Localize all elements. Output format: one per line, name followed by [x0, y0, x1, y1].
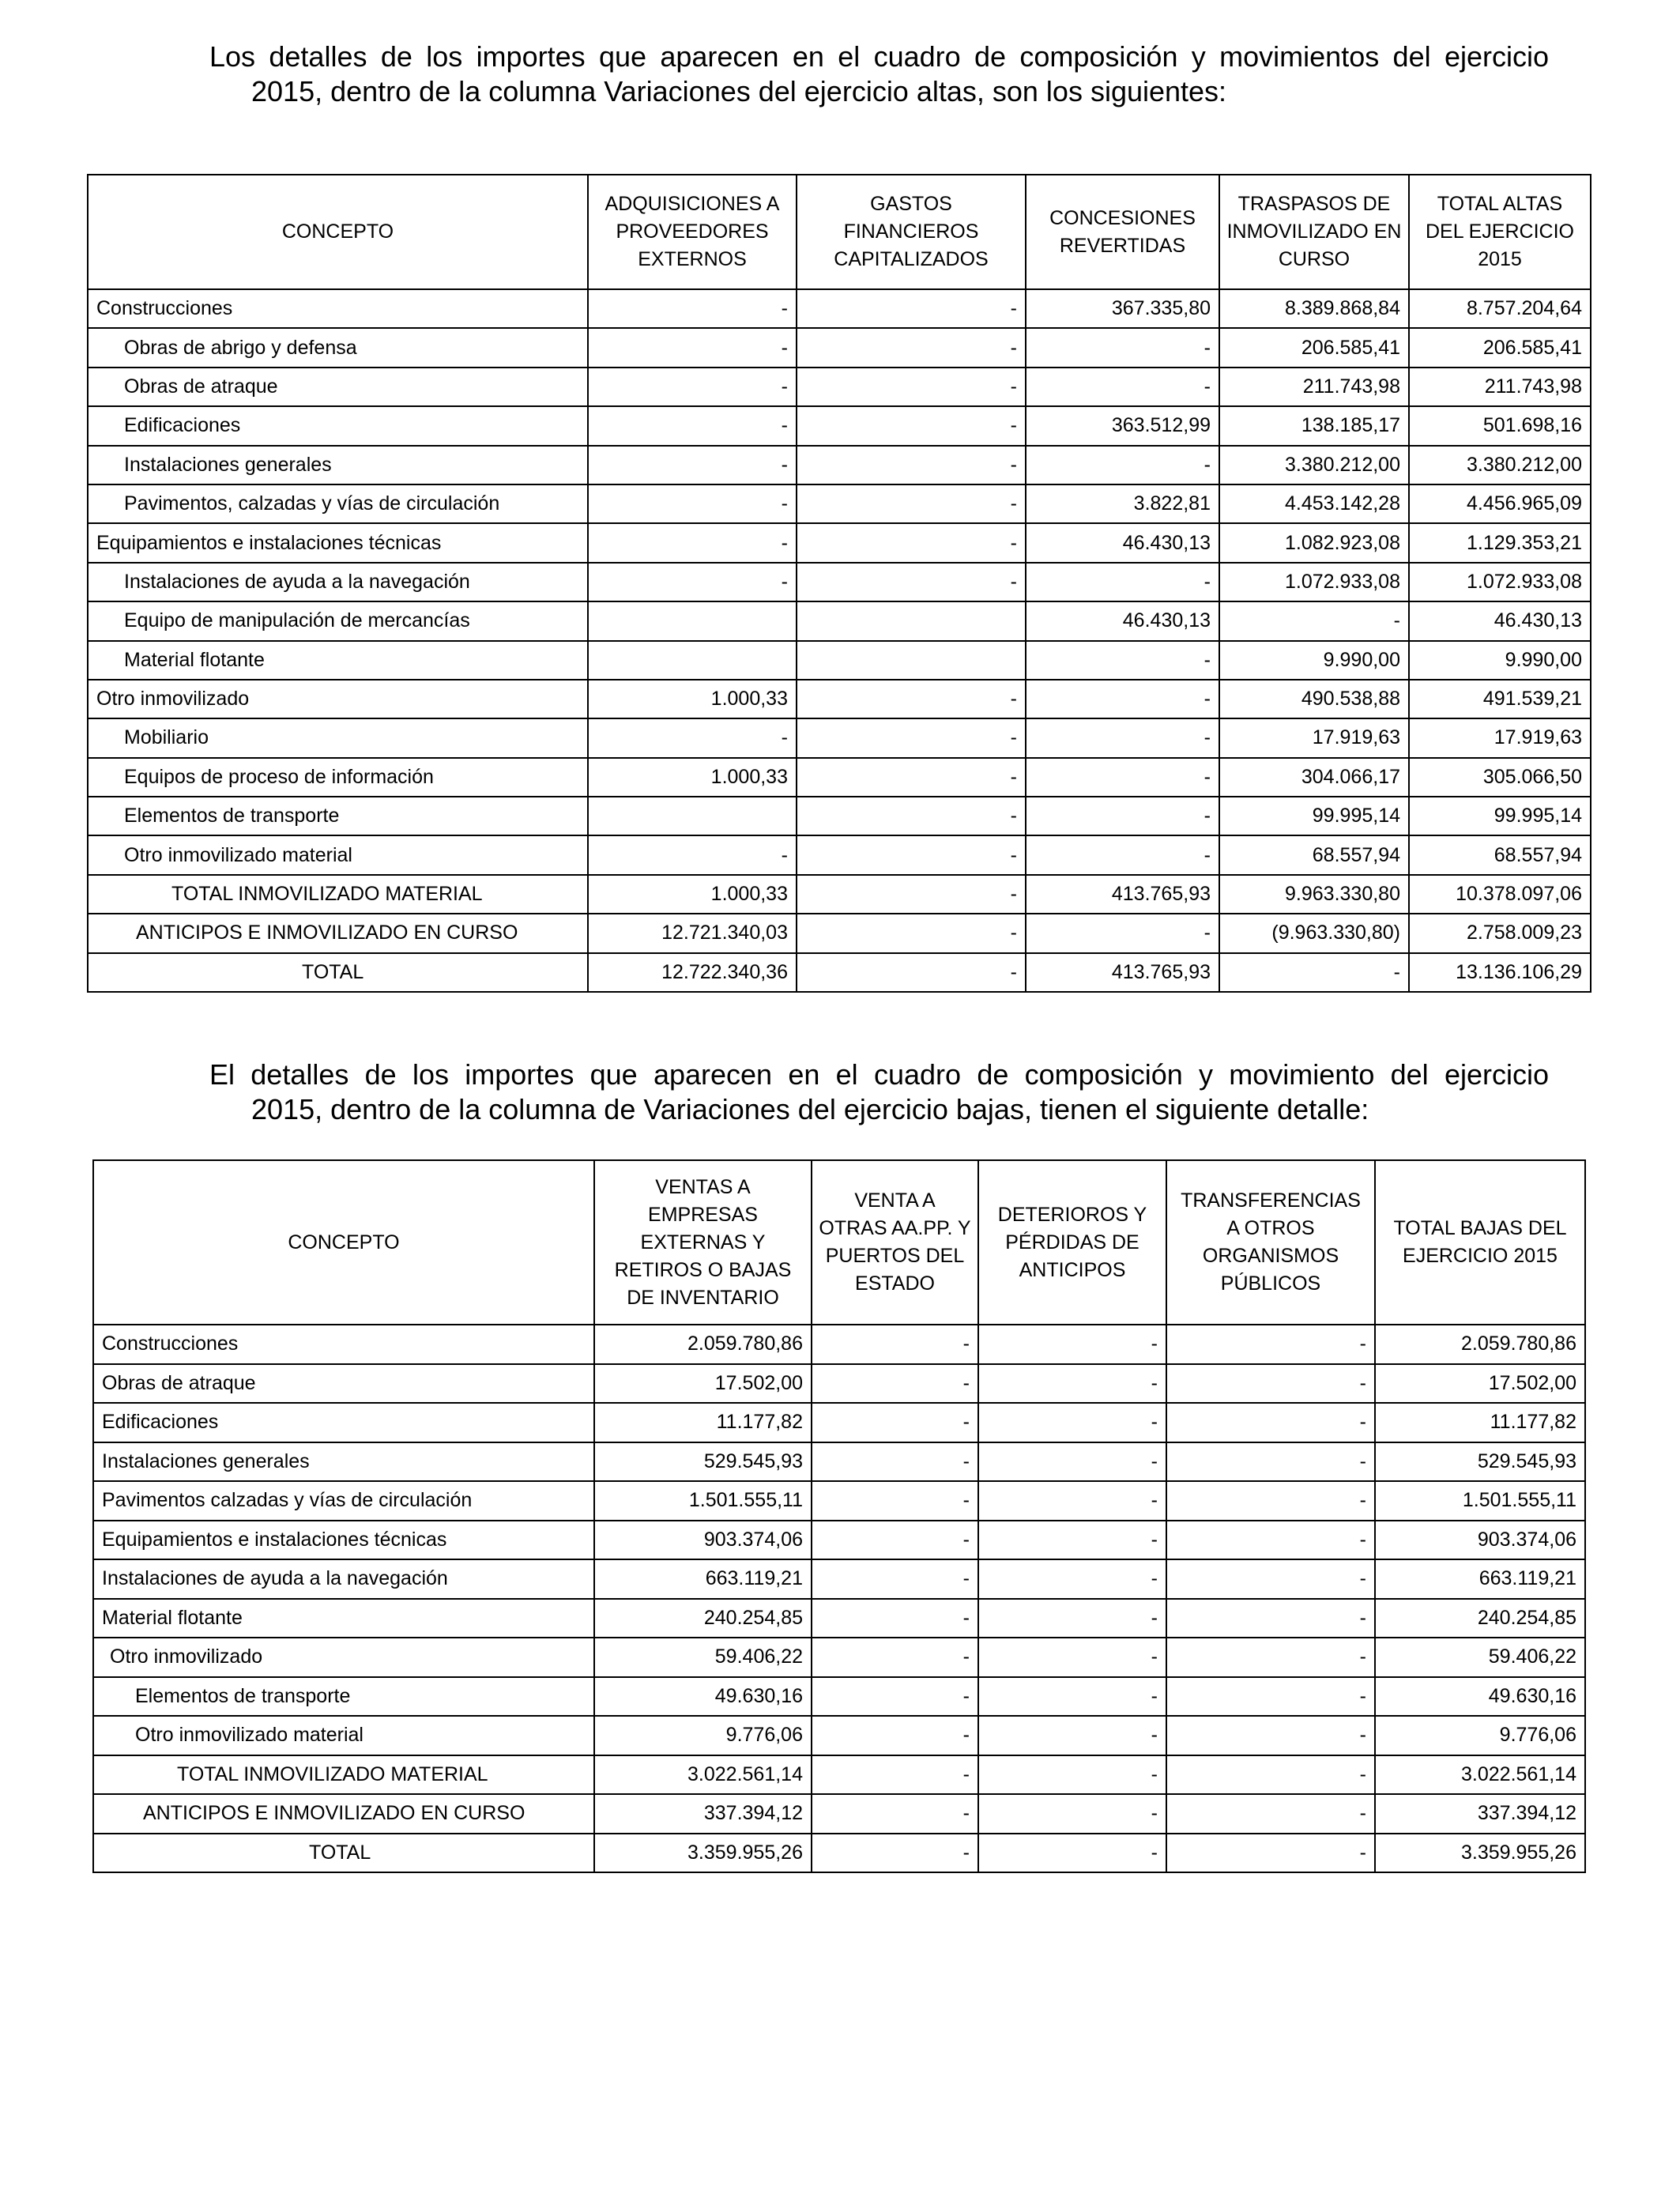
- row-value-cell: -: [797, 328, 1026, 367]
- table-row: [93, 1559, 1585, 1599]
- row-value-cell: -: [1166, 1794, 1375, 1834]
- row-value-cell: 211.743,98: [1219, 368, 1409, 406]
- row-concept-cell: Otro inmovilizado material: [93, 1716, 594, 1755]
- table-header-row: [93, 1160, 1585, 1325]
- row-value-cell: 491.539,21: [1409, 680, 1591, 718]
- row-value-cell: -: [978, 1403, 1166, 1442]
- table-row: [93, 1442, 1585, 1482]
- table-row: [93, 1638, 1585, 1677]
- table-row: [93, 1794, 1585, 1834]
- row-value-cell: -: [588, 328, 797, 367]
- row-concept-cell: ANTICIPOS E INMOVILIZADO EN CURSO: [88, 914, 588, 952]
- row-value-cell: -: [588, 484, 797, 523]
- row-value-cell: -: [1026, 641, 1219, 680]
- row-value-cell: 2.758.009,23: [1409, 914, 1591, 952]
- row-value-cell: -: [978, 1364, 1166, 1404]
- row-value-cell: 11.177,82: [1375, 1403, 1585, 1442]
- table-row: [93, 1364, 1585, 1404]
- row-concept-cell: Equipos de proceso de información: [88, 758, 588, 797]
- row-value-cell: 501.698,16: [1409, 406, 1591, 445]
- row-value-cell: 9.776,06: [1375, 1716, 1585, 1755]
- row-value-cell: 337.394,12: [594, 1794, 812, 1834]
- table-row: [88, 953, 1591, 992]
- row-value-cell: -: [1166, 1834, 1375, 1873]
- row-concept-cell: ANTICIPOS E INMOVILIZADO EN CURSO: [93, 1794, 594, 1834]
- table-row: [93, 1325, 1585, 1364]
- row-value-cell: 206.585,41: [1409, 328, 1591, 367]
- row-value-cell: -: [812, 1599, 978, 1638]
- row-value-cell: 4.453.142,28: [1219, 484, 1409, 523]
- table-row: [88, 914, 1591, 952]
- row-value-cell: 240.254,85: [1375, 1599, 1585, 1638]
- row-value-cell: -: [797, 680, 1026, 718]
- row-value-cell: 2.059.780,86: [1375, 1325, 1585, 1364]
- row-value-cell: 367.335,80: [1026, 289, 1219, 328]
- table-row: [88, 328, 1591, 367]
- row-value-cell: -: [978, 1834, 1166, 1873]
- row-value-cell: 337.394,12: [1375, 1794, 1585, 1834]
- row-value-cell: 1.129.353,21: [1409, 523, 1591, 562]
- intro-altas-line-2: 2015, dentro de la columna Variaciones del ejercicio altas, son los siguientes:: [251, 75, 1227, 107]
- row-value-cell: -: [812, 1794, 978, 1834]
- table-row: [93, 1481, 1585, 1521]
- row-value-cell: -: [797, 406, 1026, 445]
- row-value-cell: -: [1026, 680, 1219, 718]
- row-value-cell: -: [978, 1481, 1166, 1521]
- intro-bajas-line-1: El detalles de los importes que aparecen en el cuadro de composición y movimiento del ejercicio: [209, 1058, 1549, 1091]
- row-value-cell: 1.082.923,08: [1219, 523, 1409, 562]
- row-value-cell: -: [812, 1834, 978, 1873]
- row-value-cell: -: [797, 875, 1026, 914]
- row-value-cell: -: [1219, 601, 1409, 640]
- table-header-row: [88, 175, 1591, 289]
- row-value-cell: [588, 641, 797, 680]
- row-value-cell: 2.059.780,86: [594, 1325, 812, 1364]
- row-value-cell: -: [1166, 1638, 1375, 1677]
- row-value-cell: -: [812, 1325, 978, 1364]
- row-value-cell: -: [1026, 328, 1219, 367]
- header-gastos-financieros: GASTOS FINANCIEROS CAPITALIZADOS: [797, 175, 1026, 289]
- row-value-cell: 8.757.204,64: [1409, 289, 1591, 328]
- row-value-cell: 663.119,21: [1375, 1559, 1585, 1599]
- table-row: [88, 758, 1591, 797]
- row-value-cell: -: [797, 484, 1026, 523]
- table-row: [93, 1716, 1585, 1755]
- row-value-cell: -: [978, 1599, 1166, 1638]
- row-value-cell: -: [1166, 1559, 1375, 1599]
- row-value-cell: -: [978, 1638, 1166, 1677]
- row-value-cell: -: [588, 835, 797, 874]
- row-value-cell: 3.359.955,26: [1375, 1834, 1585, 1873]
- row-value-cell: 3.380.212,00: [1219, 446, 1409, 484]
- row-concept-cell: Instalaciones de ayuda a la navegación: [93, 1559, 594, 1599]
- row-value-cell: -: [978, 1677, 1166, 1717]
- row-value-cell: 68.557,94: [1409, 835, 1591, 874]
- intro-paragraph-altas: [209, 40, 1549, 109]
- row-value-cell: 9.990,00: [1219, 641, 1409, 680]
- row-value-cell: 3.380.212,00: [1409, 446, 1591, 484]
- header-traspasos: TRASPASOS DE INMOVILIZADO EN CURSO: [1219, 175, 1409, 289]
- row-value-cell: -: [1166, 1599, 1375, 1638]
- table-row: [88, 641, 1591, 680]
- table-row: [88, 484, 1591, 523]
- row-value-cell: 10.378.097,06: [1409, 875, 1591, 914]
- row-value-cell: 1.072.933,08: [1219, 563, 1409, 601]
- row-concept-cell: Instalaciones generales: [93, 1442, 594, 1482]
- row-value-cell: 59.406,22: [1375, 1638, 1585, 1677]
- row-value-cell: -: [978, 1521, 1166, 1560]
- row-value-cell: 49.630,16: [594, 1677, 812, 1717]
- row-value-cell: 3.022.561,14: [594, 1755, 812, 1795]
- row-value-cell: -: [812, 1716, 978, 1755]
- row-value-cell: -: [797, 718, 1026, 757]
- header-total-bajas: TOTAL BAJAS DEL EJERCICIO 2015: [1375, 1160, 1585, 1325]
- row-concept-cell: Obras de atraque: [88, 368, 588, 406]
- row-value-cell: -: [1026, 758, 1219, 797]
- table-row: [88, 797, 1591, 835]
- row-value-cell: -: [588, 446, 797, 484]
- row-value-cell: 903.374,06: [594, 1521, 812, 1560]
- row-value-cell: -: [588, 563, 797, 601]
- row-value-cell: 8.389.868,84: [1219, 289, 1409, 328]
- altas-table: [87, 174, 1591, 993]
- row-value-cell: 3.022.561,14: [1375, 1755, 1585, 1795]
- row-value-cell: 68.557,94: [1219, 835, 1409, 874]
- row-value-cell: -: [797, 446, 1026, 484]
- row-value-cell: 99.995,14: [1219, 797, 1409, 835]
- row-value-cell: 529.545,93: [1375, 1442, 1585, 1482]
- row-value-cell: [797, 601, 1026, 640]
- row-value-cell: -: [1026, 368, 1219, 406]
- row-value-cell: 138.185,17: [1219, 406, 1409, 445]
- row-value-cell: -: [812, 1521, 978, 1560]
- row-concept-cell: TOTAL: [93, 1834, 594, 1873]
- row-value-cell: -: [797, 835, 1026, 874]
- row-value-cell: -: [978, 1325, 1166, 1364]
- row-concept-cell: TOTAL INMOVILIZADO MATERIAL: [88, 875, 588, 914]
- row-value-cell: -: [978, 1716, 1166, 1755]
- table-row: [93, 1755, 1585, 1795]
- row-value-cell: -: [812, 1481, 978, 1521]
- row-value-cell: 1.000,33: [588, 758, 797, 797]
- header-concepto: CONCEPTO: [93, 1160, 594, 1325]
- row-value-cell: [588, 797, 797, 835]
- row-concept-cell: Edificaciones: [88, 406, 588, 445]
- row-concept-cell: Instalaciones de ayuda a la navegación: [88, 563, 588, 601]
- row-value-cell: 99.995,14: [1409, 797, 1591, 835]
- table-row: [88, 446, 1591, 484]
- row-value-cell: -: [1166, 1325, 1375, 1364]
- row-value-cell: -: [1026, 835, 1219, 874]
- row-value-cell: 49.630,16: [1375, 1677, 1585, 1717]
- row-value-cell: 1.000,33: [588, 680, 797, 718]
- row-value-cell: 211.743,98: [1409, 368, 1591, 406]
- row-concept-cell: Equipamientos e instalaciones técnicas: [93, 1521, 594, 1560]
- row-value-cell: -: [797, 953, 1026, 992]
- row-value-cell: -: [1026, 446, 1219, 484]
- row-value-cell: -: [797, 797, 1026, 835]
- row-value-cell: -: [588, 718, 797, 757]
- row-concept-cell: TOTAL INMOVILIZADO MATERIAL: [93, 1755, 594, 1795]
- row-concept-cell: Elementos de transporte: [88, 797, 588, 835]
- row-concept-cell: Material flotante: [93, 1599, 594, 1638]
- row-concept-cell: Otro inmovilizado: [93, 1638, 594, 1677]
- row-value-cell: -: [1166, 1521, 1375, 1560]
- header-venta-aapp: VENTA A OTRAS AA.PP. Y PUERTOS DEL ESTADO: [812, 1160, 978, 1325]
- table-row: [88, 718, 1591, 757]
- table-row: [88, 289, 1591, 328]
- row-value-cell: -: [1219, 953, 1409, 992]
- row-concept-cell: TOTAL: [88, 953, 588, 992]
- row-value-cell: -: [812, 1364, 978, 1404]
- row-concept-cell: Equipo de manipulación de mercancías: [88, 601, 588, 640]
- row-value-cell: -: [1026, 797, 1219, 835]
- row-concept-cell: Obras de atraque: [93, 1364, 594, 1404]
- row-value-cell: 46.430,13: [1026, 523, 1219, 562]
- row-value-cell: -: [588, 406, 797, 445]
- row-value-cell: -: [1166, 1403, 1375, 1442]
- row-value-cell: -: [812, 1638, 978, 1677]
- row-value-cell: 1.501.555,11: [1375, 1481, 1585, 1521]
- row-value-cell: -: [1166, 1364, 1375, 1404]
- row-concept-cell: Otro inmovilizado material: [88, 835, 588, 874]
- header-adquisiciones: ADQUISICIONES A PROVEEDORES EXTERNOS: [588, 175, 797, 289]
- row-value-cell: 663.119,21: [594, 1559, 812, 1599]
- row-value-cell: 4.456.965,09: [1409, 484, 1591, 523]
- row-value-cell: -: [978, 1559, 1166, 1599]
- row-value-cell: 13.136.106,29: [1409, 953, 1591, 992]
- header-transferencias: TRANSFERENCIAS A OTROS ORGANISMOS PÚBLICOS: [1166, 1160, 1375, 1325]
- row-value-cell: 17.502,00: [594, 1364, 812, 1404]
- row-concept-cell: Equipamientos e instalaciones técnicas: [88, 523, 588, 562]
- row-value-cell: -: [1026, 718, 1219, 757]
- header-total-altas: TOTAL ALTAS DEL EJERCICIO 2015: [1409, 175, 1591, 289]
- row-value-cell: -: [1026, 914, 1219, 952]
- row-value-cell: -: [797, 563, 1026, 601]
- row-concept-cell: Construcciones: [88, 289, 588, 328]
- row-concept-cell: Mobiliario: [88, 718, 588, 757]
- table-row: [93, 1403, 1585, 1442]
- row-value-cell: -: [812, 1559, 978, 1599]
- row-value-cell: -: [978, 1442, 1166, 1482]
- row-value-cell: 304.066,17: [1219, 758, 1409, 797]
- row-value-cell: -: [1166, 1677, 1375, 1717]
- table-row: [88, 523, 1591, 562]
- row-value-cell: 903.374,06: [1375, 1521, 1585, 1560]
- row-value-cell: 413.765,93: [1026, 953, 1219, 992]
- row-value-cell: 305.066,50: [1409, 758, 1591, 797]
- row-value-cell: -: [1166, 1755, 1375, 1795]
- row-value-cell: 12.721.340,03: [588, 914, 797, 952]
- row-value-cell: 413.765,93: [1026, 875, 1219, 914]
- table-row: [93, 1677, 1585, 1717]
- row-concept-cell: Pavimentos calzadas y vías de circulación: [93, 1481, 594, 1521]
- row-value-cell: 3.822,81: [1026, 484, 1219, 523]
- table-row: [88, 835, 1591, 874]
- row-concept-cell: Instalaciones generales: [88, 446, 588, 484]
- row-value-cell: -: [1166, 1442, 1375, 1482]
- bajas-table: [92, 1159, 1586, 1873]
- row-value-cell: -: [797, 289, 1026, 328]
- row-value-cell: 12.722.340,36: [588, 953, 797, 992]
- row-value-cell: -: [978, 1794, 1166, 1834]
- row-value-cell: -: [588, 368, 797, 406]
- table-row: [88, 406, 1591, 445]
- row-value-cell: -: [797, 914, 1026, 952]
- row-value-cell: -: [797, 523, 1026, 562]
- row-value-cell: 240.254,85: [594, 1599, 812, 1638]
- table-row: [88, 563, 1591, 601]
- header-ventas-empresas: VENTAS A EMPRESAS EXTERNAS Y RETIROS O BAJAS DE INVENTARIO: [594, 1160, 812, 1325]
- row-value-cell: 59.406,22: [594, 1638, 812, 1677]
- row-concept-cell: Obras de abrigo y defensa: [88, 328, 588, 367]
- row-value-cell: -: [797, 758, 1026, 797]
- row-concept-cell: Otro inmovilizado: [88, 680, 588, 718]
- table-row: [88, 680, 1591, 718]
- table-row: [88, 601, 1591, 640]
- row-value-cell: 529.545,93: [594, 1442, 812, 1482]
- row-value-cell: 9.776,06: [594, 1716, 812, 1755]
- intro-altas-line-1: Los detalles de los importes que aparecen en el cuadro de composición y movimientos del ejercicio: [209, 40, 1549, 73]
- row-value-cell: [588, 601, 797, 640]
- header-concesiones: CONCESIONES REVERTIDAS: [1026, 175, 1219, 289]
- row-concept-cell: Construcciones: [93, 1325, 594, 1364]
- row-value-cell: -: [812, 1442, 978, 1482]
- table-row: [88, 875, 1591, 914]
- row-concept-cell: Edificaciones: [93, 1403, 594, 1442]
- row-value-cell: -: [588, 289, 797, 328]
- row-value-cell: 46.430,13: [1409, 601, 1591, 640]
- row-value-cell: -: [1166, 1716, 1375, 1755]
- row-value-cell: -: [978, 1755, 1166, 1795]
- row-value-cell: 1.000,33: [588, 875, 797, 914]
- row-value-cell: 9.990,00: [1409, 641, 1591, 680]
- row-value-cell: 17.919,63: [1219, 718, 1409, 757]
- row-concept-cell: Elementos de transporte: [93, 1677, 594, 1717]
- table-row: [93, 1599, 1585, 1638]
- row-value-cell: -: [812, 1677, 978, 1717]
- row-concept-cell: Material flotante: [88, 641, 588, 680]
- row-value-cell: -: [1026, 563, 1219, 601]
- row-value-cell: 46.430,13: [1026, 601, 1219, 640]
- row-value-cell: -: [812, 1403, 978, 1442]
- header-concepto: CONCEPTO: [88, 175, 588, 289]
- table-row: [88, 368, 1591, 406]
- row-value-cell: 206.585,41: [1219, 328, 1409, 367]
- table-row: [93, 1521, 1585, 1560]
- intro-paragraph-bajas: [209, 1057, 1549, 1127]
- row-value-cell: 1.501.555,11: [594, 1481, 812, 1521]
- row-value-cell: 9.963.330,80: [1219, 875, 1409, 914]
- row-value-cell: 490.538,88: [1219, 680, 1409, 718]
- table-row: [93, 1834, 1585, 1873]
- row-value-cell: 11.177,82: [594, 1403, 812, 1442]
- row-value-cell: 17.919,63: [1409, 718, 1591, 757]
- row-value-cell: -: [588, 523, 797, 562]
- row-value-cell: 1.072.933,08: [1409, 563, 1591, 601]
- row-concept-cell: Pavimentos, calzadas y vías de circulación: [88, 484, 588, 523]
- row-value-cell: (9.963.330,80): [1219, 914, 1409, 952]
- row-value-cell: -: [812, 1755, 978, 1795]
- row-value-cell: -: [1166, 1481, 1375, 1521]
- row-value-cell: -: [797, 368, 1026, 406]
- row-value-cell: [797, 641, 1026, 680]
- intro-bajas-line-2: 2015, dentro de la columna de Variaciones del ejercicio bajas, tienen el siguiente detalle:: [251, 1093, 1369, 1125]
- header-deterioros: DETERIOROS Y PÉRDIDAS DE ANTICIPOS: [978, 1160, 1166, 1325]
- row-value-cell: 3.359.955,26: [594, 1834, 812, 1873]
- row-value-cell: 17.502,00: [1375, 1364, 1585, 1404]
- row-value-cell: 363.512,99: [1026, 406, 1219, 445]
